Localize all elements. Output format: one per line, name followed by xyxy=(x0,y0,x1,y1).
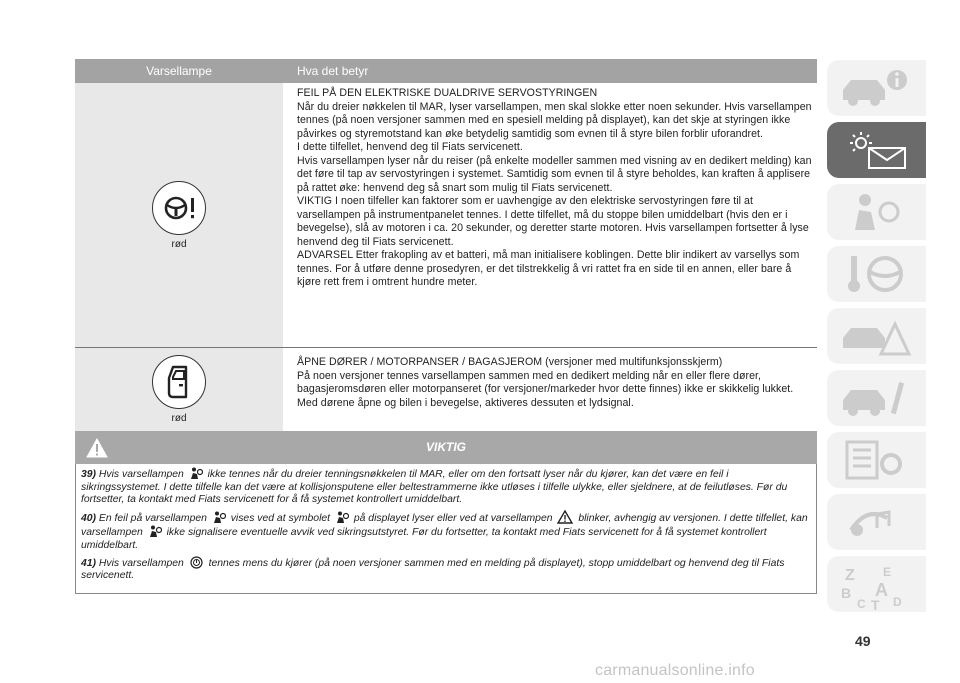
color-label: rød xyxy=(171,238,187,250)
paragraph: Når du dreier nøkkelen til MAR, lyser varsellampen, men skal slokke etter noen sekunder. Hvis varsellampen tennes (på noen versjoner sammen med en spesiell melding på displayet), kan det skje at styringen ikke påvirkes og styremotstand kan øke betydelig samtidig som evnen til å styre bilen forblir uforandret. xyxy=(297,100,812,140)
airbag-person-icon xyxy=(212,511,226,524)
warning-lights-table xyxy=(75,59,817,432)
alphabetical-index-icon xyxy=(837,562,917,612)
watermark: carmanualsonline.info xyxy=(595,662,755,679)
note-text: ikke tennes når du dreier tenningsnøkkelen til MAR, eller om den fortsatt lyser når du kjører, kan det være en feil i sikringssystemet. I dette tilfelle kan det være at kollisjonsputene eller beltestrammerne ikke utløses i tilfelle ulykke, eller sjeldnere, at de feilutløses. Før du fortsetter, ta kontakt med Fiats servicenett for å få systemet kontrollert umiddelbart. xyxy=(81,469,788,506)
note-number: 40) xyxy=(81,512,97,524)
note-text: vises ved at symbolet xyxy=(230,512,331,524)
chapter-sidebar xyxy=(827,60,926,615)
tab-emergency[interactable] xyxy=(827,308,926,364)
meaning-cell xyxy=(283,348,817,431)
svg-text:A: A xyxy=(875,580,888,600)
tab-safety[interactable] xyxy=(827,184,926,240)
svg-text:T: T xyxy=(871,597,880,612)
tab-warning-lights[interactable] xyxy=(827,122,926,178)
note-text: blinker, avhengig av versjonen. I dette tilfellet, kan varsellampen xyxy=(81,512,808,539)
important-header xyxy=(75,431,817,464)
warning-triangle-icon xyxy=(557,510,573,524)
color-label: rød xyxy=(171,413,187,424)
paragraph: I dette tilfellet, henvend deg til Fiats servicenett. xyxy=(297,141,523,153)
tab-starting-driving[interactable] xyxy=(827,246,926,302)
table-row xyxy=(75,83,817,348)
svg-text:C: C xyxy=(857,597,866,611)
paragraph: ADVARSEL Etter frakopling av et batteri, må man initialisere koblingen. Dette blir indikert av varsellys som tennes. For å utføre denne prosedyren, er det tilstrekkelig å vri rattet fra en side til en annen, eller bare å kjøre rett frem i omtrent hundre meter. xyxy=(297,249,800,288)
note-text: En feil på varsellampen xyxy=(98,512,207,524)
table-row xyxy=(75,348,817,432)
tab-maintenance[interactable] xyxy=(827,370,926,426)
airbag-person-icon xyxy=(189,467,203,480)
steering-wheel-warning-icon xyxy=(152,181,206,235)
table-header xyxy=(75,59,817,83)
airbag-person-icon xyxy=(148,525,162,538)
page-number: 49 xyxy=(855,633,871,649)
steering-wheel-warning-icon xyxy=(189,556,204,569)
note-number: 39) xyxy=(81,469,97,480)
note-41 xyxy=(81,556,811,583)
paragraph: VIKTIG I noen tilfeller kan faktorer som er uavhengige av den elektriske servostyringen føre til at varsellampen på instrumentpanelet tennes. I dette tilfellet, må du stoppe bilen umiddelbart (hvis den er i bevegelse), slå av motoren i ca. 20 sekunder, og deretter starte motoren. Hvis varsellampen fortsetter å lyse henvend deg til Fiats servicenett. xyxy=(297,195,809,248)
car-service-icon xyxy=(837,376,917,420)
car-info-icon xyxy=(837,66,917,110)
key-steering-wheel-icon xyxy=(837,252,917,296)
note-39 xyxy=(81,467,811,507)
multimedia-icon xyxy=(837,500,917,544)
tab-car-info[interactable] xyxy=(827,60,926,116)
important-notes xyxy=(75,464,817,594)
seat-airbag-icon xyxy=(837,190,917,234)
road-emergency-icon xyxy=(837,314,917,358)
note-text: tennes mens du kjører (på noen versjoner sammen med en melding på displayet), stopp umiddelbart og henvend deg til Fiats servicenett. xyxy=(81,557,785,582)
paragraph: FEIL PÅ DEN ELEKTRISKE DUALDRIVE SERVOSTYRINGEN xyxy=(297,87,598,99)
note-text: ikke signalisere eventuelle avvik ved sikringsutstyret. Før du fortsetter, ta kontakt med Fiats servicenett for å få systemet kontrollert umiddelbart. xyxy=(81,527,767,551)
paragraph: På noen versjoner tennes varsellampen sammen med en dedikert melding når en eller flere dører, bagasjeromsdøren eller motorpanseret (for versjoner/markeder hvor dette finnes) ikke er skikkelig lukket. Med dørene åpne og bilen i bevegelse, aktiveres dessuten et lydsignal. xyxy=(297,369,794,409)
airbag-person-icon xyxy=(335,511,349,524)
svg-text:Z: Z xyxy=(845,567,855,584)
note-text: Hvis varsellampen xyxy=(98,557,184,569)
tab-index[interactable] xyxy=(827,556,926,612)
header-warning-light: Varsellampe xyxy=(146,64,212,78)
technical-data-icon xyxy=(837,438,917,482)
svg-text:B: B xyxy=(841,585,852,601)
svg-text:D: D xyxy=(893,595,902,609)
door-open-icon xyxy=(152,355,206,409)
header-meaning: Hva det betyr xyxy=(297,64,369,78)
warning-lights-messages-icon xyxy=(837,128,917,172)
paragraph: ÅPNE DØRER / MOTORPANSER / BAGASJEROM (versjoner med multifunksjonsskjerm) xyxy=(297,356,723,368)
note-text: på displayet lyser eller ved at varsellampen xyxy=(353,512,553,524)
svg-text:E: E xyxy=(883,565,892,579)
tab-technical-data[interactable] xyxy=(827,432,926,488)
paragraph: Hvis varsellampen lyser når du reiser (på enkelte modeller sammen med visning av en dedikert melding) kan det føre til tap av servostyringen i systemet. Samtidig som evnen til å styre beholdes, kan kraften å applisere på rattet øke: henvend deg så snart som mulig til Fiats servicenett. xyxy=(297,154,812,194)
note-number: 41) xyxy=(81,557,97,569)
note-40 xyxy=(81,510,811,553)
warning-light-cell xyxy=(75,83,283,347)
tab-multimedia[interactable] xyxy=(827,494,926,550)
important-title: VIKTIG xyxy=(425,440,466,454)
note-text: Hvis varsellampen xyxy=(98,469,184,480)
warning-light-cell xyxy=(75,348,283,431)
meaning-cell xyxy=(283,83,817,347)
